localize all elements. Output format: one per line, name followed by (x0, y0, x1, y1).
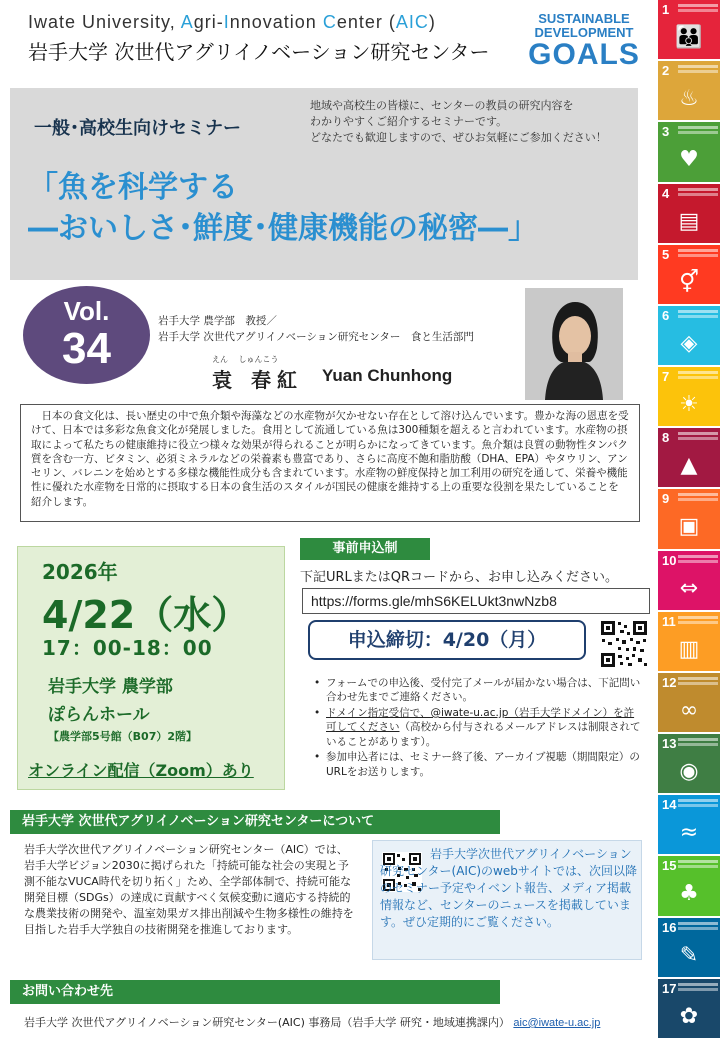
sdg-tile-16 (658, 918, 720, 977)
seminar-intro: 地域や高校生の皆様に、センターの教員の研究内容を わかりやすくご紹介するセミナーです。 どなたでも歓迎しますので、ぜひお気軽にご参加ください！ (310, 99, 607, 144)
sdg-tile-caption-lines (678, 126, 718, 129)
sdg-tile-number: 13 (662, 736, 677, 752)
sdg-tile-caption-lines (678, 249, 718, 252)
sdg-tile-number: 2 (662, 63, 670, 79)
sdg-tile-caption-lines (678, 799, 718, 802)
growth-chart-icon: ▲ (680, 453, 698, 479)
cubes-icon: ▣ (678, 514, 700, 540)
sdg-tile-caption-lines (678, 310, 718, 313)
sdg-tile-15 (658, 856, 720, 915)
sdg-tile-3 (658, 122, 720, 181)
sdg-tile-caption-lines (678, 432, 718, 435)
note-item: • フォームでの申込後、受付完了メールが届かない場合は、下記問い合わせ先までご連絡ください。 (314, 676, 644, 705)
sdg-tile-number: 6 (662, 307, 670, 323)
about-text: 岩手大学次世代アグリイノベーション研究センター（AIC）では、岩手大学ビジョン2030に掲げられた「持続可能な社会の実現と予測不能なVUCA時代を切り拓く」ため、全学部体制で、持続可能な開発目標（SDGs）の達成に貢献すべく気候変動に適応する持続的な農業技術の開発や、温室効果ガス排出削減や生物多様性の維持を目指した岩手大学独自の技術開発を推進しております。 (24, 843, 354, 936)
sdg-tile-caption-lines (678, 677, 718, 680)
registration-notes (314, 676, 644, 780)
sdg-tile-12 (658, 673, 720, 732)
sdg-tile-caption-lines (678, 555, 718, 558)
sdg-tile-caption-lines (678, 616, 718, 619)
partnership-icon: ✿ (679, 1003, 699, 1029)
about-heading: 岩手大学 次世代アグリイノベーション研究センターについて (10, 810, 500, 834)
sdg-tile-number: 5 (662, 246, 670, 262)
header-english: Iwate University, Agri-Innovation Center (AIC) (28, 12, 436, 32)
water-icon: ◈ (680, 330, 698, 356)
sdg-tile-4 (658, 184, 720, 243)
registration-instructions: 下記URLまたはQRコードから、お申し込みください。 (300, 570, 619, 585)
people-icon: 👪 (675, 25, 703, 50)
sdg-tile-8 (658, 428, 720, 487)
sdg-tile-1 (658, 0, 720, 59)
fish-icon: ≈ (679, 820, 699, 846)
eye-earth-icon: ◉ (679, 759, 699, 785)
portrait-icon (525, 288, 623, 400)
sdg-tile-caption-lines (678, 983, 718, 986)
sdg-tile-caption-lines (678, 860, 718, 863)
sdg-tile-number: 9 (662, 491, 670, 507)
sdg-tile-caption-lines (678, 188, 718, 191)
registration-url[interactable]: https://forms.gle/mhS6KELUkt3nwNzb8 (302, 588, 650, 614)
sdg-tile-number: 8 (662, 430, 670, 446)
venue-building: 【農学部5号館（B07）2階】 (48, 730, 197, 743)
event-date: 4/22（水） (42, 593, 250, 637)
book-icon: ▤ (678, 208, 700, 234)
sdg-tile-number: 11 (662, 613, 676, 629)
contact-info: 岩手大学 次世代アグリイノベーション研究センター(AIC) 事務局（岩手大学 研究・地域連携課内） aic@iwate-u.ac.jp (24, 1016, 601, 1029)
sdg-tile-number: 15 (662, 858, 677, 874)
volume-badge: Vol. 34 (23, 286, 150, 384)
sdg-tile-number: 14 (662, 797, 677, 813)
sdg-goals-strip (658, 0, 720, 1040)
note-item: • 参加申込者には、セミナー終了後、アーカイブ視聴（期間限定）のURLをお送りします。 (314, 750, 644, 779)
sdg-tile-number: 10 (662, 552, 677, 568)
sdg-tile-number: 1 (662, 2, 670, 17)
speaker-affiliation: 岩手大学 農学部 教授／ 岩手大学 次世代アグリイノベーション研究センター 食と生活部門 (158, 315, 474, 343)
sdg-tile-number: 12 (662, 674, 677, 690)
seminar-description: 日本の食文化は、長い歴史の中で魚介類や海藻などの水産物が欠かせない存在として溶け込んでいます。豊かな海の恩恵を受けて、日本では多彩な魚食文化が発展しました。食用として流通している魚は300種類を超えると言われています。水産物の摂取によって私たちの健康維持に役立つ様々な効果が得られることが明らかになってきています。魚介類は良質の動物性タンパク質を含む一方、ビタミン、必須ミネラルなどの栄養素も豊富であり、さらに高度不飽和脂肪酸（DHA、EPA）やタウリン、アンセリン、バレニンを始めとする多様な機能性成分も含まれています。水産物の鮮度保持と加工利用の研究を通して、栄養や機能性に優れた水産物を日常的に摂取する日本の食生活のスタイルが国民の健康を維持する上の重要な役割を果たしていることを紹介します。 (20, 404, 640, 522)
sdg-tile-13 (658, 734, 720, 793)
seminar-title: 「魚を科学する ―おいしさ･鮮度･健康機能の秘密―」 (28, 170, 538, 246)
sdg-tile-5 (658, 245, 720, 304)
registration-deadline: 申込締切：4/20（月） (308, 620, 586, 660)
sdg-tile-number: 17 (662, 980, 677, 996)
speaker-name-ruby: えん しゅんこう (212, 355, 279, 364)
speaker-name-japanese: 袁 春紅 (212, 368, 303, 392)
sdg-tile-11 (658, 612, 720, 671)
dove-icon: ✎ (679, 942, 699, 968)
sun-icon: ☀ (679, 392, 699, 418)
sdg-tile-number: 7 (662, 369, 670, 385)
sdg-tile-6 (658, 306, 720, 365)
venue-hall: ぽらんホール (48, 705, 150, 725)
seminar-subtitle: 一般･高校生向けセミナー (34, 118, 241, 139)
sdg-tile-number: 16 (662, 919, 677, 935)
sdg-tile-10 (658, 551, 720, 610)
registration-tag: 事前申込制 (300, 538, 430, 560)
registration-qr-icon[interactable] (600, 620, 648, 668)
gender-icon: ⚥ (679, 269, 699, 295)
sdg-tile-9 (658, 489, 720, 548)
sdg-tile-14 (658, 795, 720, 854)
sdg-logo: SUSTAINABLE DEVELOPMENT GOALS (528, 11, 640, 72)
online-streaming-note: オンライン配信（Zoom）あり (28, 761, 254, 780)
sdg-tile-caption-lines (678, 922, 718, 925)
infinity-icon: ∞ (679, 697, 699, 723)
sdg-tile-caption-lines (678, 493, 718, 496)
speaker-photo (525, 288, 623, 400)
sdg-tile-caption-lines (678, 65, 718, 68)
venue-name: 岩手大学 農学部 (48, 677, 173, 697)
contact-email-link[interactable]: aic@iwate-u.ac.jp (513, 1017, 601, 1029)
website-info-text: 岩手大学次世代アグリイノベーション研究センター(AIC)のwebサイトでは、次回以降のセミナー予定やイベント報告、メディア掲載情報など、センターのニュースを掲載しています。ぜひ定期的にご覧ください。 (380, 847, 637, 930)
sdg-tile-number: 4 (662, 185, 670, 201)
sdg-tile-caption-lines (678, 371, 718, 374)
event-time: 17：00-18：00 (42, 636, 213, 660)
header-japanese: 岩手大学 次世代アグリイノベーション研究センター (28, 40, 490, 64)
sdg-tile-number: 3 (662, 124, 670, 140)
heartbeat-icon: ♥ (679, 147, 699, 173)
sdg-tile-caption-lines (678, 4, 718, 7)
event-year: 2026年 (42, 560, 118, 584)
sdg-tile-7 (658, 367, 720, 426)
sdg-tile-17 (658, 979, 720, 1038)
sdg-tile-2 (658, 61, 720, 120)
tree-icon: ♣ (679, 881, 699, 907)
bowl-icon: ♨ (679, 86, 699, 112)
contact-heading: お問い合わせ先 (10, 980, 500, 1004)
sdg-tile-caption-lines (678, 738, 718, 741)
city-icon: ▥ (678, 636, 700, 662)
speaker-name-english: Yuan Chunhong (322, 366, 453, 385)
equality-icon: ⇔ (679, 575, 699, 601)
note-item: • ドメイン指定受信で、@iwate-u.ac.jp（岩手大学ドメイン）を許可してください（高校から付与されるメールアドレスは制限されていることがあります）。 (314, 706, 644, 749)
